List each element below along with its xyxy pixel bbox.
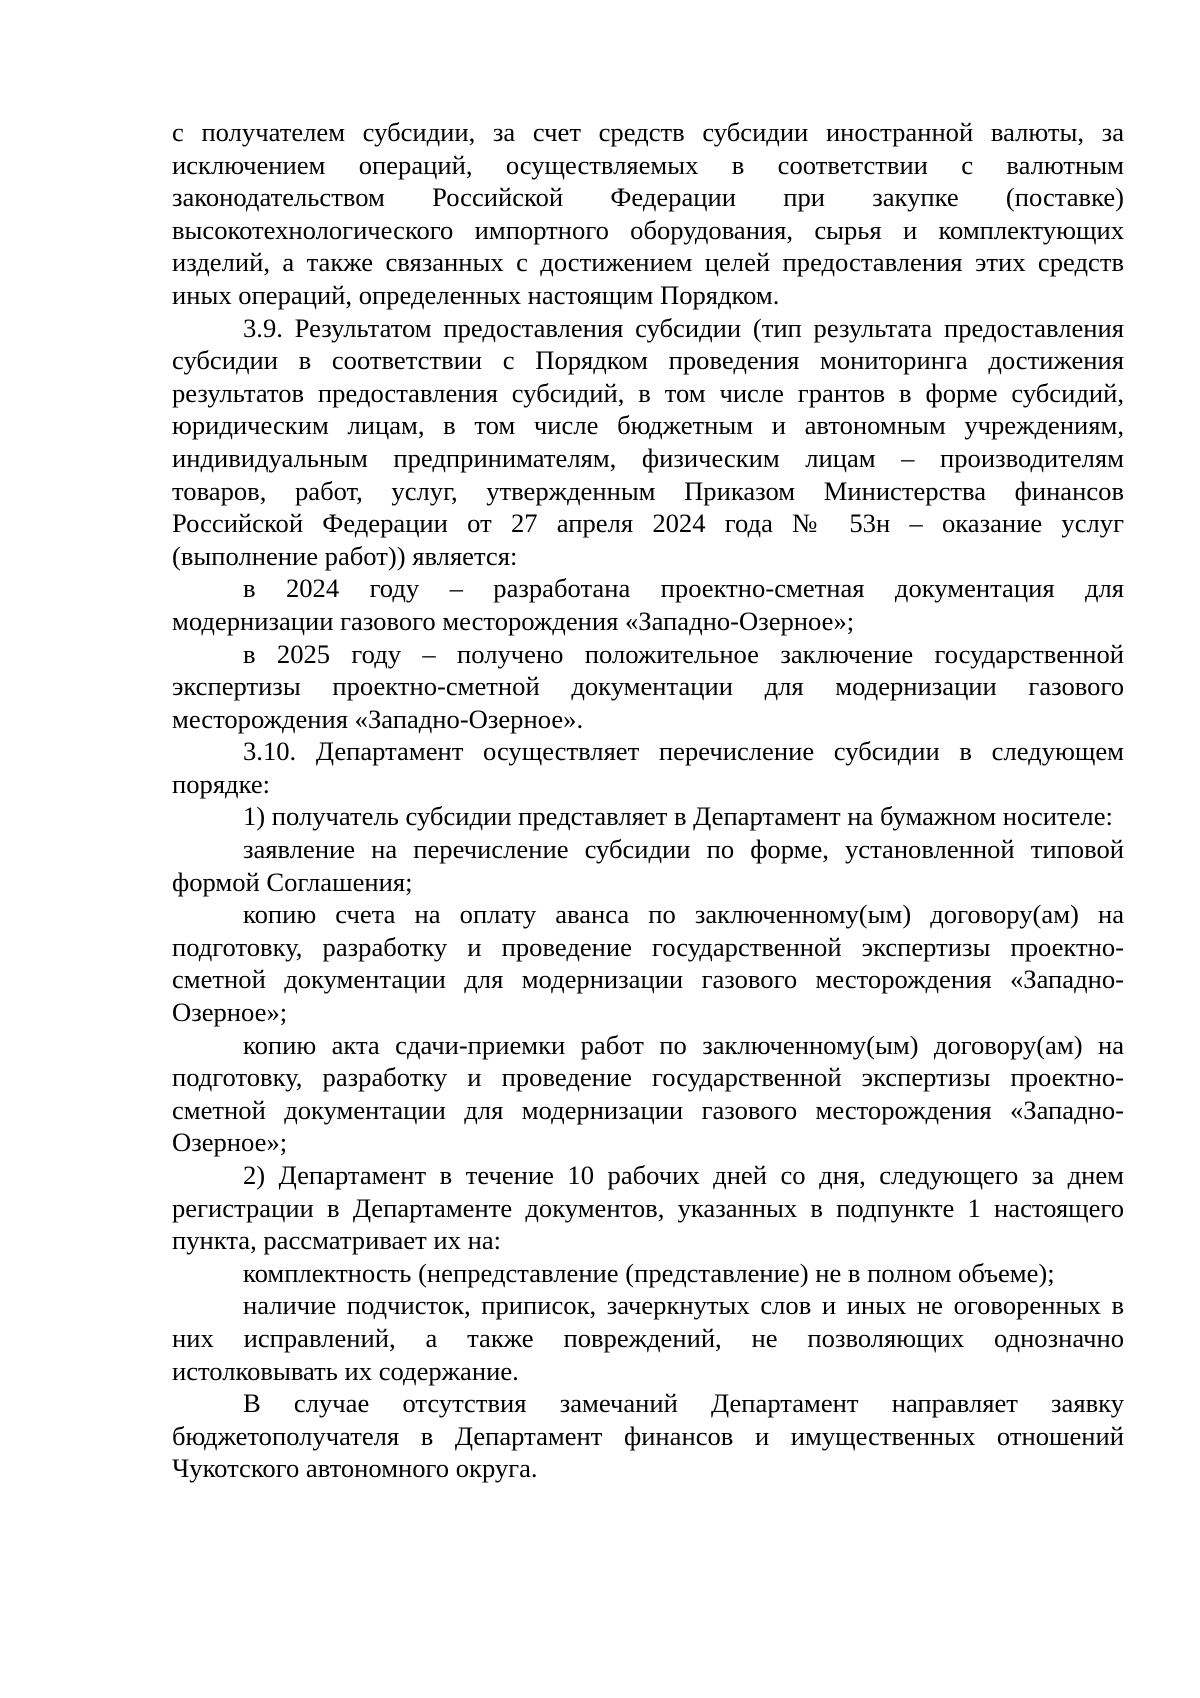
paragraph-invoice-copy: копию счета на оплату аванса по заключенному(ым) договору(ам) на подготовку, разработку и проведение государственной экспертизы проектно-сметной документации для модернизации газового месторождения «Западно-Озерное»;: [172, 899, 1124, 1028]
paragraph-item-2: 2) Департамент в течение 10 рабочих дней со дня, следующего за днем регистрации в Департаменте документов, указанных в подпункте 1 настоящего пункта, рассматривает их на:: [172, 1160, 1124, 1256]
document-page: [172, 116, 1124, 1485]
paragraph-3-10-transfer: 3.10. Департамент осуществляет перечисление субсидии в следующем порядке:: [172, 736, 1124, 799]
paragraph-no-remarks: В случае отсутствия замечаний Департамент направляет заявку бюджетополучателя в Департамент финансов и имущественных отношений Чукотского автономного округа.: [172, 1388, 1124, 1484]
paragraph-application: заявление на перечисление субсидии по форме, установленной типовой формой Соглашения;: [172, 834, 1124, 897]
paragraph-completeness: комплектность (непредставление (представление) не в полном объеме);: [243, 1257, 1055, 1288]
paragraph-2024-result: в 2024 году – разработана проектно-сметная документация для модернизации газового месторождения «Западно-Озерное»;: [172, 573, 1124, 636]
paragraph-acceptance-act-copy: копию акта сдачи-приемки работ по заключенному(ым) договору(ам) на подготовку, разработку и проведение государственной экспертизы проектно-сметной документации для модернизации газового месторождения «Западно-Озерное»;: [172, 1029, 1124, 1158]
paragraph-2025-result: в 2025 году – получено положительное заключение государственной экспертизы проектно-сметной документации для модернизации газового месторождения «Западно-Озерное».: [172, 638, 1124, 734]
paragraph-item-1: 1) получатель субсидии представляет в Департамент на бумажном носителе:: [243, 801, 1113, 832]
paragraph-corrections: наличие подчисток, приписок, зачеркнутых слов и иных не оговоренных в них исправлений, а также повреждений, не позволяющих однозначно истолковывать их содержание.: [172, 1290, 1124, 1386]
paragraph-continuation: с получателем субсидии, за счет средств субсидии иностранной валюты, за исключением операций, осуществляемых в соответствии с валютным законодательством Российской Федерации при закупке (поставке) высокотехнологического импортного оборудования, сырья и комплектующих изделий, а также связанных с достижением целей предоставления этих средств иных операций, определенных настоящим Порядком.: [172, 117, 1124, 310]
paragraph-3-9-result: 3.9. Результатом предоставления субсидии (тип результата предоставления субсидии в соответствии с Порядком проведения мониторинга достижения результатов предоставления субсидий, в том числе грантов в форме субсидий, юридическим лицам, в том числе бюджетным и автономным учреждениям, индивидуальным предпринимателям, физическим лицам – производителям товаров, работ, услуг, утвержденным Приказом Министерства финансов Российской Федерации от 27 апреля 2024 года № 53н – оказание услуг (выполнение работ)) является:: [172, 312, 1124, 571]
